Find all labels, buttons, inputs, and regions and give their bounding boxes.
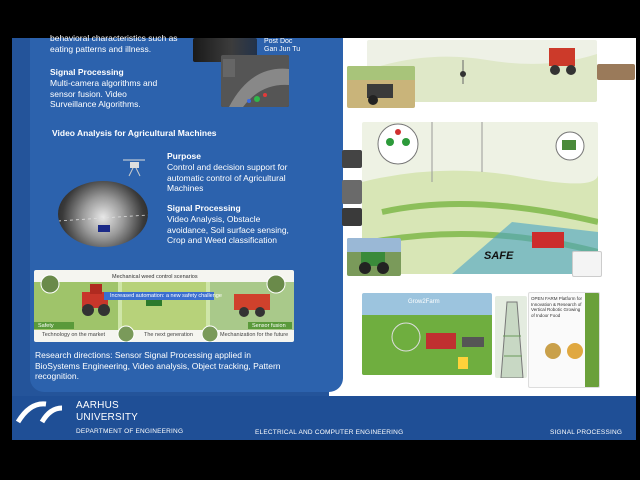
signal-processing-body-2: Video Analysis, Obstacle avoidance, Soil surface sensing, Crop and Weed classification — [167, 214, 289, 245]
purpose-heading: Purpose — [167, 151, 202, 161]
signal-processing-heading-2: Signal Processing — [167, 203, 241, 213]
person-caption-1: Post Doc — [264, 38, 293, 45]
side-thumb-3 — [342, 208, 362, 226]
weed-caption-1: Technology on the market — [42, 332, 105, 338]
tractor-photo-small — [347, 66, 415, 108]
person-caption-2: Gan Jun Tu — [264, 46, 301, 53]
thermal-image — [58, 181, 148, 247]
section-title: Video Analysis for Agricultural Machines — [52, 128, 217, 138]
poster-title: OPEN FARM Platform for Innovation & Research of Vertical Robotic Growing of Indoor Food — [531, 296, 583, 318]
side-thumb-2 — [342, 180, 362, 204]
weed-panel-arrow-label: Increased automation: a new safety challenge — [110, 293, 222, 299]
signal-processing-heading-1: Signal Processing — [50, 67, 124, 77]
university-line-2: UNIVERSITY — [76, 412, 139, 423]
safe-logo: SAFE — [484, 250, 514, 262]
content-box — [30, 33, 343, 392]
weed-caption-3: Mechanization for the future — [220, 332, 289, 338]
department: DEPARTMENT OF ENGINEERING — [76, 428, 184, 435]
weed-panel-title: Mechanical weed control scenarios — [112, 274, 198, 280]
tractor-photo-bottom — [347, 238, 401, 276]
footer — [12, 396, 636, 440]
model-label: Grow2Farm — [408, 299, 440, 305]
surveillance-image — [221, 55, 289, 107]
intro-text: behavioral characteristics such as eating patterns and illness. — [50, 33, 178, 54]
research-directions: Research directions: Sensor Signal Processing applied in BioSystems Engineering, Video analysis, Object tracking, Pattern recognition. — [35, 350, 281, 381]
side-thumb-1 — [342, 150, 362, 168]
university-line-1: AARHUS — [76, 400, 119, 411]
footer-right: SIGNAL PROCESSING — [550, 429, 623, 436]
surveillance-scene-icon — [221, 55, 289, 107]
footer-middle: ELECTRICAL AND COMPUTER ENGINEERING — [255, 429, 404, 436]
purpose-body: Control and decision support for automatic control of Agricultural Machines — [167, 162, 288, 193]
vertical-farm-tower — [495, 296, 527, 378]
thumb-photo — [597, 64, 635, 80]
weed-label-safety: Safety — [38, 323, 54, 329]
weed-caption-2: The next generation — [144, 332, 193, 338]
signal-processing-body-1: Multi-camera algorithms and sensor fusion. Video Surveillance Algorithms. — [50, 78, 158, 109]
sponsor-logos — [572, 251, 602, 277]
drone-icon — [120, 156, 148, 178]
weed-control-panel — [34, 270, 294, 342]
aarhus-logo-icon — [16, 398, 68, 429]
slide — [12, 33, 636, 440]
weed-label-sensor-fusion: Sensor fusion — [252, 323, 286, 329]
